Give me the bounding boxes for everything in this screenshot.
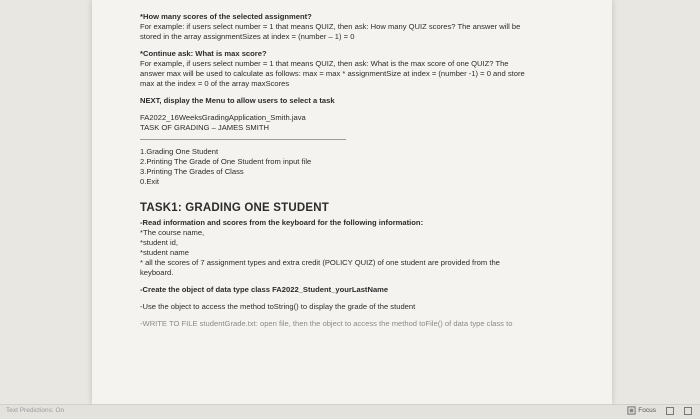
document-line: -Create the object of data type class FA2022_Student_yourLastName: [140, 285, 389, 294]
document-line: *student name: [140, 248, 189, 257]
paragraph-gap: [140, 194, 600, 201]
document-line: *Continue ask: What is max score?: [140, 49, 267, 58]
print-layout-icon[interactable]: [666, 407, 674, 415]
paragraph-gap: [140, 89, 600, 96]
document-page: [92, 0, 612, 404]
section-heading: TASK1: GRADING ONE STUDENT: [140, 202, 329, 214]
paragraph-gap: [140, 312, 600, 319]
document-line: NEXT, display the Menu to allow users to select a task: [140, 96, 335, 105]
document-body: [140, 12, 600, 329]
document-line: 2.Printing The Grade of One Student from input file: [140, 157, 312, 166]
document-line: *student id,: [140, 238, 178, 247]
text-predictions-status[interactable]: Text Predictions: On: [6, 407, 65, 414]
document-line: 0.Exit: [140, 177, 159, 186]
read-mode-icon[interactable]: [684, 407, 692, 415]
document-line: max at the index = 0 of the array maxScores: [140, 79, 290, 88]
focus-button[interactable]: [627, 406, 656, 415]
focus-icon: [627, 406, 636, 415]
paragraph-gap: [140, 42, 600, 49]
document-line: keyboard.: [140, 268, 174, 277]
document-line: stored in the array assignmentSizes at index = (number – 1) = 0: [140, 32, 355, 41]
document-line: answer max will be used to calculate as follows: max = max * assignmentSize at index = (number -1) = 0 and store: [140, 69, 525, 78]
document-line: -WRITE TO FILE studentGrade.txt: open file, then the object to access the method toFile() of data type class to: [140, 319, 513, 328]
paragraph-gap: [140, 106, 600, 113]
status-bar: [0, 404, 700, 419]
document-line: For example, if users select number = 1 that means QUIZ, then ask: What is the max score of one QUIZ? The: [140, 59, 509, 68]
document-line: 1.Grading One Student: [140, 147, 219, 156]
document-line: *The course name,: [140, 228, 205, 237]
focus-label: Focus: [638, 407, 656, 414]
document-line: *How many scores of the selected assignment?: [140, 12, 312, 21]
document-line: -Read information and scores from the keyboard for the following information:: [140, 218, 424, 227]
document-line: 3.Printing The Grades of Class: [140, 167, 244, 176]
document-line: TASK OF GRADING – JAMES SMITH: [140, 123, 269, 132]
paragraph-gap: [140, 187, 600, 194]
paragraph-gap: [140, 278, 600, 285]
divider-line: [140, 139, 346, 140]
document-line: * all the scores of 7 assignment types and extra credit (POLICY QUIZ) of one student are provided from the: [140, 258, 500, 267]
paragraph-gap: [140, 295, 600, 302]
document-line: -Use the object to access the method toString() to display the grade of the student: [140, 302, 416, 311]
document-line: FA2022_16WeeksGradingApplication_Smith.java: [140, 113, 306, 122]
document-line: For example: if users select number = 1 that means QUIZ, then ask: How many QUIZ scores? The answer will be: [140, 22, 521, 31]
